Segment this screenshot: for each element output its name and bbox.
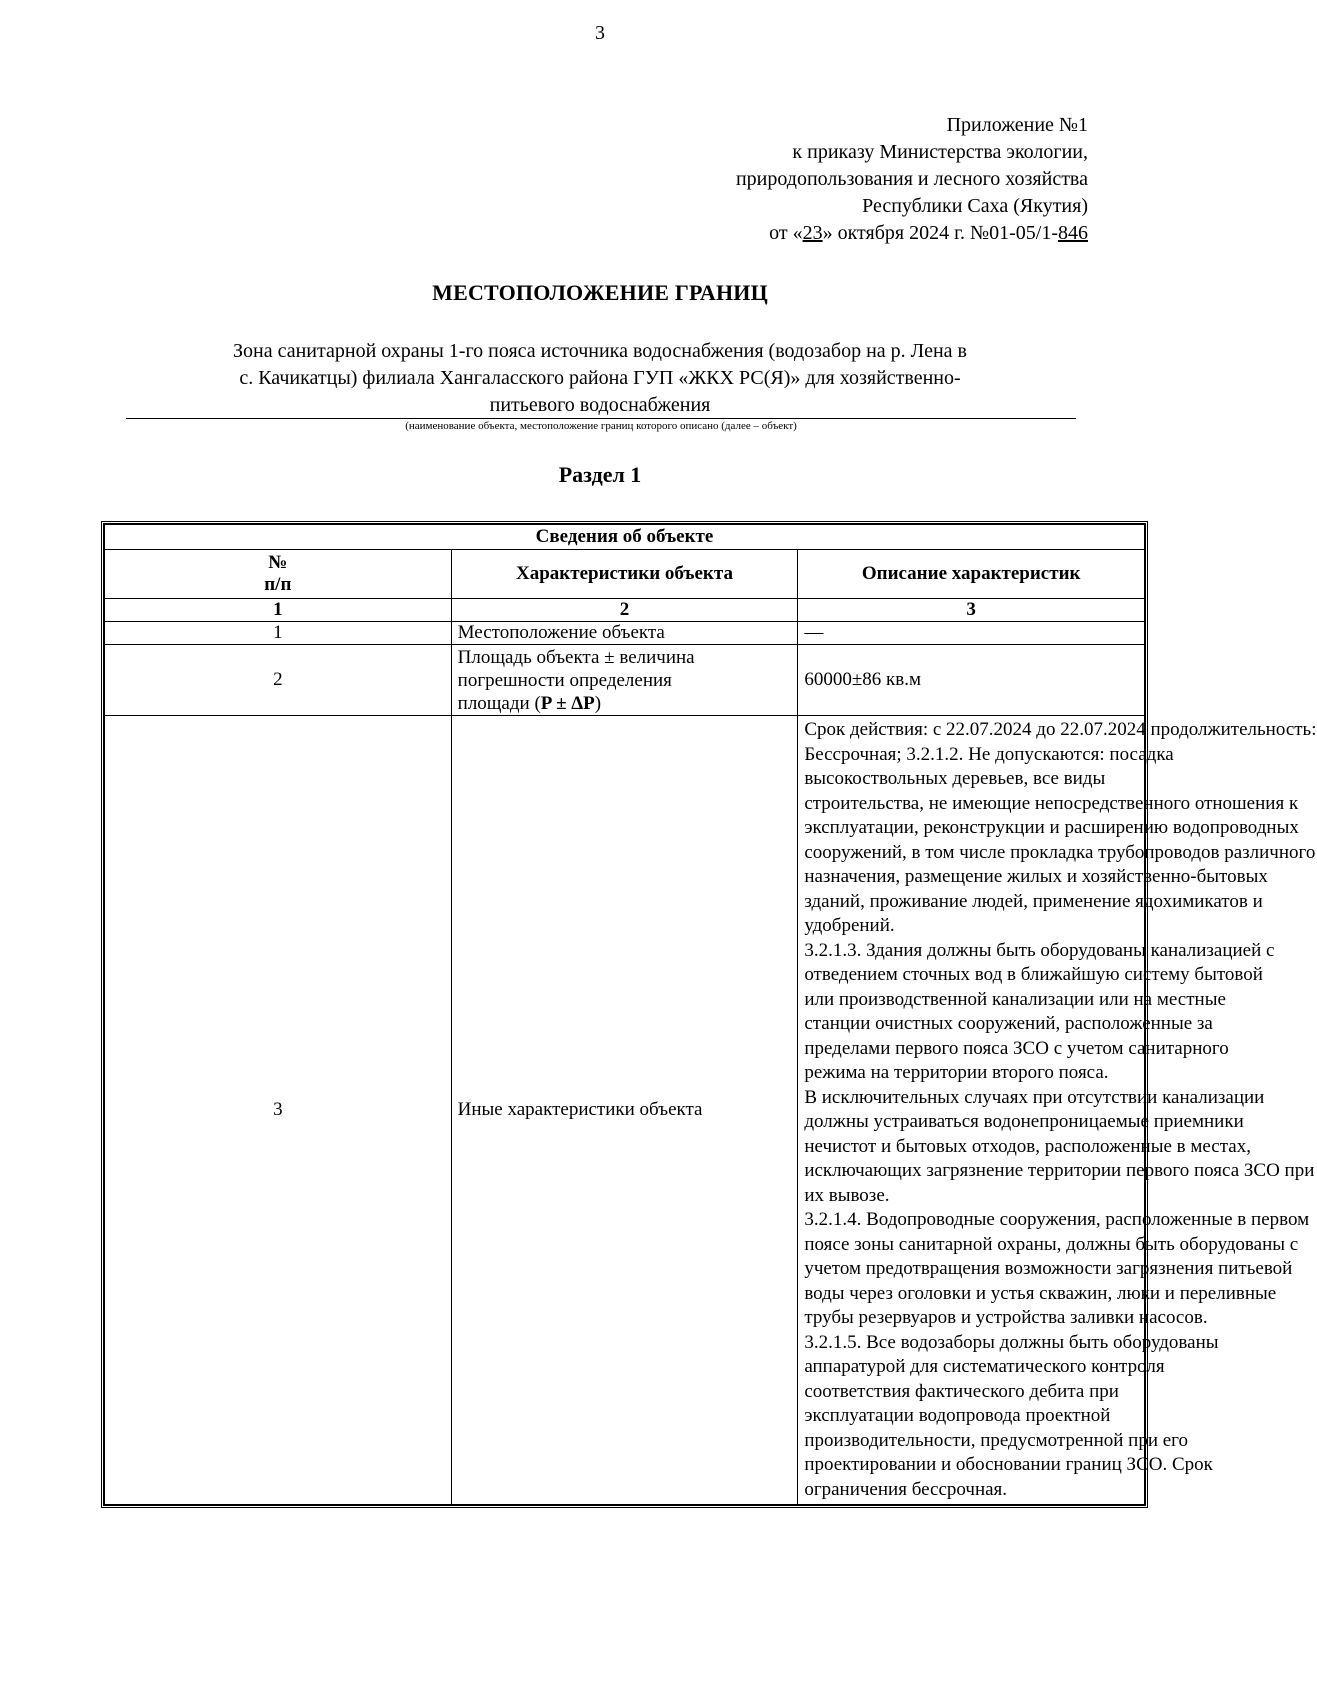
header-description: Описание характеристик (798, 550, 1145, 599)
table-title: Сведения об объекте (105, 525, 1145, 550)
appendix-line: к приказу Министерства экологии, (792, 141, 1088, 163)
description-line: их вывозе. (804, 1184, 890, 1206)
row-number: 3 (105, 716, 452, 1505)
section-title: Раздел 1 (558, 462, 642, 487)
description-line: проектировании и обосновании границ ЗСО. Срок (804, 1454, 1213, 1475)
description-line: исключающих загрязнение территории первого пояса ЗСО при (804, 1160, 1315, 1181)
description-line: зданий, проживание людей, применение ядохимикатов и (804, 890, 1263, 912)
description-line: 3.2.1.5. Все водозаборы должны быть оборудованы (804, 1331, 1219, 1353)
description-line: учетом предотвращения возможности загрязнения питьевой (804, 1258, 1293, 1279)
description-line: воды через оголовки и устья скважин, люки и переливные (804, 1282, 1277, 1304)
column-number: 3 (798, 599, 1145, 622)
appendix-date-line (736, 220, 1088, 247)
description-line: высокоствольных деревьев, все виды (804, 768, 1106, 789)
description-line: должны устраиваться водонепроницаемые приемники (804, 1111, 1244, 1132)
row-description (798, 716, 1317, 1505)
row-number: 2 (105, 645, 452, 716)
table-row (105, 622, 1145, 645)
date-prefix: от « (769, 222, 803, 244)
description-line: станции очистных сооружений, расположенные за (804, 1013, 1213, 1034)
description-line: трубы резервуаров и устройства заливки насосов. (804, 1307, 1208, 1328)
appendix-line: Республики Саха (Якутия) (862, 195, 1088, 217)
object-name-line: с. Качикатцы) филиала Хангаласского района ГУП «ЖКХ РС(Я)» для хозяйственно- (239, 367, 961, 389)
object-name (126, 338, 1074, 419)
description-line: режима на территории второго пояса. (804, 1062, 1109, 1083)
description-line: 3.2.1.4. Водопроводные сооружения, расположенные в первом (804, 1209, 1310, 1230)
date-day: 23 (802, 222, 823, 244)
row-characteristic: Иные характеристики объекта (451, 716, 798, 1505)
area-suffix: ) (594, 692, 602, 714)
characteristic-line: Площадь объекта ± величина (457, 646, 695, 668)
description-line: Бессрочная; 3.2.1.2. Не допускаются: посадка (804, 743, 1174, 765)
object-info-table (101, 521, 1317, 1508)
description-line: В исключительных случаях при отсутствии канализации (804, 1086, 1265, 1108)
column-number: 2 (451, 599, 798, 622)
description-line: 3.2.1.3. Здания должны быть оборудованы канализацией с (804, 939, 1275, 961)
description-line: поясе зоны санитарной охраны, должны быть оборудованы с (804, 1233, 1299, 1255)
object-name-caption: (наименование объекта, местоположение границ которого описано (далее – объект) (405, 420, 797, 432)
area-prefix: площади ( (457, 692, 541, 714)
appendix-block (736, 112, 1088, 247)
description-line: производительности, предусмотренной при его (804, 1429, 1188, 1451)
row-characteristic: Местоположение объекта (451, 622, 798, 645)
description-line: назначения, размещение жилых и хозяйственно-бытовых (804, 866, 1268, 887)
row-description: 60000±86 кв.м (798, 645, 1145, 716)
row-description: — (798, 622, 1145, 645)
table-row (105, 645, 1145, 716)
document-title: МЕСТОПОЛОЖЕНИЕ ГРАНИЦ (432, 280, 768, 305)
order-number: 846 (1058, 222, 1088, 244)
header-characteristics: Характеристики объекта (451, 550, 798, 599)
description-line: удобрений. (804, 915, 895, 936)
header-number: № п/п (105, 550, 452, 599)
object-name-line: питьевого водоснабжения (489, 394, 711, 416)
description-line: сооружений, в том числе прокладка трубопроводов различного (804, 841, 1316, 863)
appendix-line: природопользования и лесного хозяйства (735, 168, 1088, 190)
description-line: отведением сточных вод в ближайшую систему бытовой (804, 964, 1263, 985)
characteristic-line: погрешности определения (457, 669, 672, 691)
description-line: эксплуатации водопровода проектной (804, 1405, 1111, 1426)
description-line: или производственной канализации или на местные (804, 988, 1226, 1010)
object-name-line: Зона санитарной охраны 1-го пояса источника водоснабжения (водозабор на р. Лена в (233, 340, 967, 362)
page-number: 3 (595, 22, 605, 44)
characteristic-line (458, 692, 792, 715)
area-formula: P ± ΔP (540, 692, 595, 714)
description-line: строительства, не имеющие непосредственного отношения к (804, 792, 1299, 814)
description-line: аппаратурой для систематического контроля (804, 1356, 1165, 1377)
description-line: соответствия фактического дебита при (804, 1380, 1119, 1402)
date-middle: » октября 2024 г. №01-05/1- (822, 222, 1058, 244)
description-line: ограничения бессрочная. (804, 1478, 1008, 1500)
description-line: нечистот и бытовых отходов, расположенные в местах, (804, 1135, 1251, 1157)
appendix-line: Приложение №1 (946, 114, 1088, 136)
description-line: пределами первого пояса ЗСО с учетом санитарного (804, 1037, 1229, 1059)
description-line: Срок действия: с 22.07.2024 до 22.07.2024 продолжительность: (804, 719, 1317, 740)
row-characteristic (451, 645, 798, 716)
row-number: 1 (105, 622, 452, 645)
description-line: эксплуатации, реконструкции и расширению водопроводных (804, 817, 1299, 838)
column-number: 1 (105, 599, 452, 622)
underline-rule (126, 418, 1076, 419)
table-row (105, 716, 1145, 1505)
